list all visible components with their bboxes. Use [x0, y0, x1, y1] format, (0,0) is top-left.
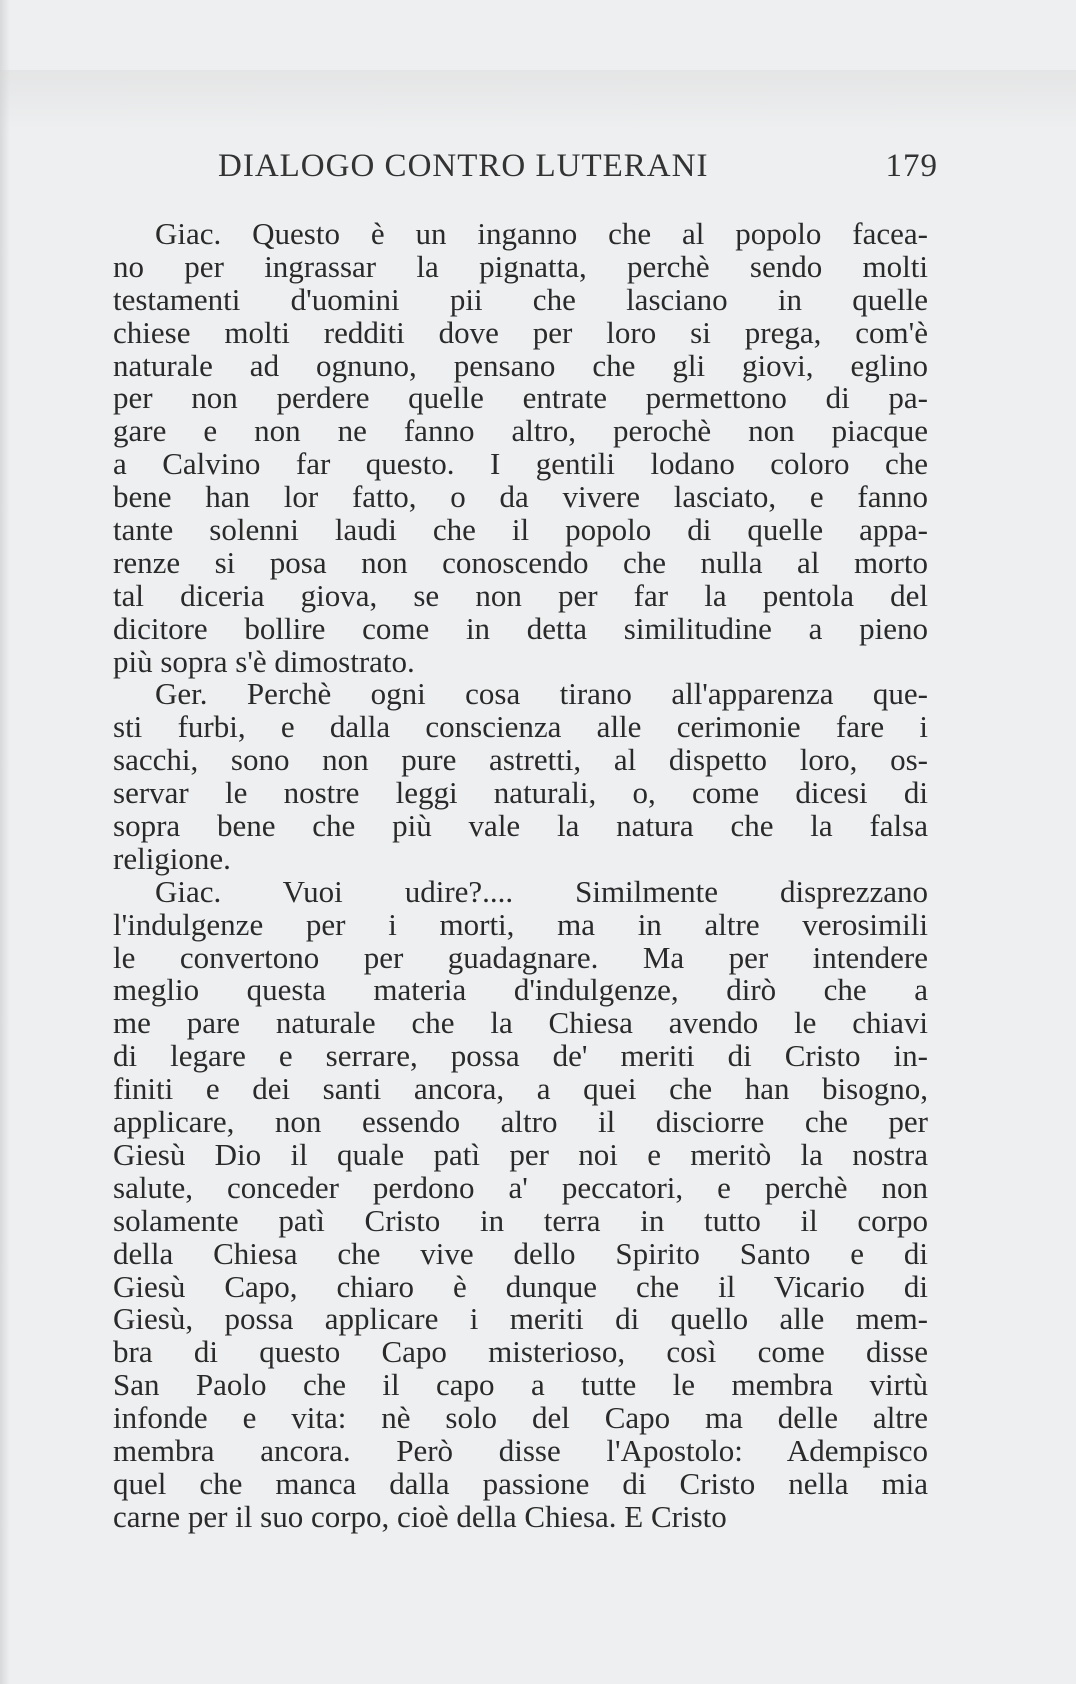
body-text — [113, 218, 928, 1534]
text-line: gare e non ne fanno altro, perochè non piacque — [113, 413, 928, 449]
text-line: solamente patì Cristo in terra in tutto il corpo — [113, 1202, 928, 1238]
page-header — [218, 148, 938, 196]
text-line: Giac. Vuoi udire?.... Similmente disprezzano — [155, 873, 928, 909]
text-line: carne per il suo corpo, cioè della Chiesa. E Cristo — [113, 1498, 727, 1534]
page-number: 179 — [885, 148, 938, 184]
running-title: DIALOGO CONTRO LUTERANI — [218, 148, 709, 184]
text-line: meglio questa materia d'indulgenze, dirò che a — [113, 972, 928, 1008]
text-line: servar le nostre leggi naturali, o, come dicesi di — [113, 775, 928, 811]
text-line: renze si posa non conoscendo che nulla al morto — [113, 544, 928, 580]
text-line: Giesù Dio il quale patì per noi e meritò la nostra — [113, 1136, 928, 1172]
text-line: per non perdere quelle entrate permettono di pa- — [113, 380, 928, 416]
text-line: l'indulgenze per i morti, ma in altre verosimili — [113, 906, 928, 942]
text-line: naturale ad ognuno, pensano che gli giovi, eglino — [113, 347, 928, 383]
text-line: chiese molti redditi dove per loro si prega, com'è — [113, 314, 928, 350]
text-line: della Chiesa che vive dello Spirito Santo e di — [113, 1235, 928, 1271]
text-line: finiti e dei santi ancora, a quei che han bisogno, — [113, 1071, 928, 1107]
text-line: Ger. Perchè ogni cosa tirano all'apparenza que- — [155, 676, 928, 712]
text-line: Giac. Questo è un inganno che al popolo facea- — [155, 216, 928, 251]
scan-noise-band — [0, 70, 1076, 130]
text-line: sopra bene che più vale la natura che la falsa — [113, 808, 928, 844]
text-line: tante solenni laudi che il popolo di quelle appa- — [113, 512, 928, 548]
text-line: sti furbi, e dalla conscienza alle cerimonie fare i — [113, 709, 928, 745]
text-line: tal diceria giova, se non per far la pentola del — [113, 577, 928, 613]
text-line: dicitore bollire come in detta similitudine a pieno — [113, 610, 928, 646]
text-line: di legare e serrare, possa de' meriti di Cristo in- — [113, 1038, 928, 1074]
text-line: salute, conceder perdono a' peccatori, e perchè non — [113, 1169, 928, 1205]
text-line: bene han lor fatto, o da vivere lasciato, e fanno — [113, 479, 928, 515]
text-line: no per ingrassar la pignatta, perchè sendo molti — [113, 248, 928, 284]
text-line: sacchi, sono non pure astretti, al dispetto loro, os- — [113, 742, 928, 778]
page-edge-shadow — [0, 0, 10, 1684]
text-line: Giesù Capo, chiaro è dunque che il Vicario di — [113, 1268, 928, 1304]
text-line: le convertono per guadagnare. Ma per intendere — [113, 939, 928, 975]
text-line: infonde e vita: nè solo del Capo ma delle altre — [113, 1400, 928, 1436]
text-line: religione. — [113, 840, 231, 876]
text-line: membra ancora. Però disse l'Apostolo: Adempisco — [113, 1432, 928, 1468]
text-line: quel che manca dalla passione di Cristo nella mia — [113, 1465, 928, 1501]
text-line: a Calvino far questo. I gentili lodano coloro che — [113, 446, 928, 482]
text-line: applicare, non essendo altro il disciorre che per — [113, 1104, 928, 1140]
text-line: testamenti d'uomini pii che lasciano in quelle — [113, 281, 928, 317]
text-line: Giesù, possa applicare i meriti di quello alle mem- — [113, 1301, 928, 1337]
text-line: San Paolo che il capo a tutte le membra virtù — [113, 1367, 928, 1403]
text-line: bra di questo Capo misterioso, così come disse — [113, 1334, 928, 1370]
text-line: me pare naturale che la Chiesa avendo le chiavi — [113, 1005, 928, 1041]
text-line: più sopra s'è dimostrato. — [113, 643, 415, 679]
